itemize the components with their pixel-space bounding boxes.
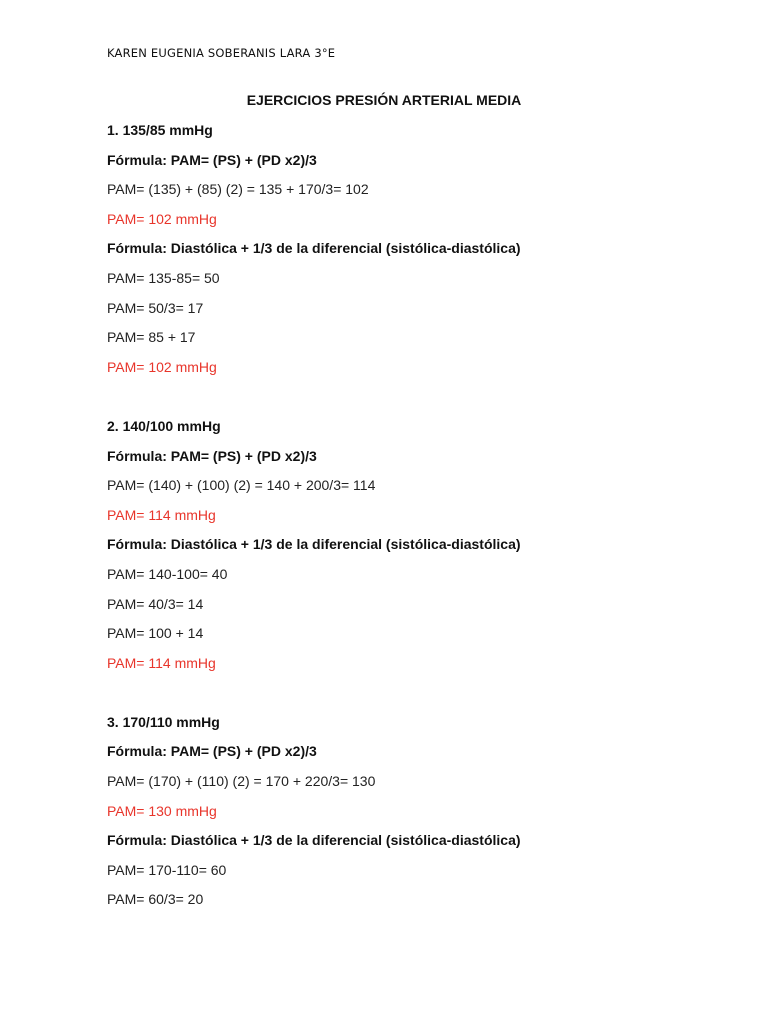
- exercise-2-formula2-step2: PAM= 40/3= 14: [107, 595, 204, 612]
- exercise-3-formula1-result: PAM= 130 mmHg: [107, 802, 217, 819]
- exercise-spacer: [107, 387, 747, 417]
- exercise-spacer: [107, 683, 747, 713]
- exercise-2-formula2-step3: PAM= 100 + 14: [107, 625, 204, 642]
- exercise-3-formula2-label: Fórmula: Diastólica + 1/3 de la diferencial (sistólica-diastólica): [107, 832, 521, 849]
- exercise-1-formula1-result: PAM= 102 mmHg: [107, 210, 217, 227]
- exercise-3-formula1-calc: PAM= (170) + (110) (2) = 170 + 220/3= 130: [107, 773, 376, 790]
- exercise-2-formula1-calc: PAM= (140) + (100) (2) = 140 + 200/3= 114: [107, 477, 376, 494]
- exercise-3-formula2-step2: PAM= 60/3= 20: [107, 891, 204, 908]
- author-name: KAREN EUGENIA SOBERANIS LARA 3°E: [107, 46, 336, 60]
- exercise-3-formula2-step1: PAM= 170-110= 60: [107, 861, 227, 878]
- exercise-3-heading: 3. 170/110 mmHg: [107, 713, 220, 730]
- exercise-1-formula1-calc: PAM= (135) + (85) (2) = 135 + 170/3= 102: [107, 181, 369, 198]
- exercise-2-formula2-label: Fórmula: Diastólica + 1/3 de la diferencial (sistólica-diastólica): [107, 536, 521, 553]
- exercise-2-formula2-result: PAM= 114 mmHg: [107, 654, 216, 671]
- exercise-3-formula1-label: Fórmula: PAM= (PS) + (PD x2)/3: [107, 743, 317, 760]
- exercise-1-formula2-label: Fórmula: Diastólica + 1/3 de la diferencial (sistólica-diastólica): [107, 240, 521, 257]
- exercise-1-formula1-label: Fórmula: PAM= (PS) + (PD x2)/3: [107, 151, 317, 168]
- exercise-2-formula1-result: PAM= 114 mmHg: [107, 506, 216, 523]
- exercise-2-heading: 2. 140/100 mmHg: [107, 417, 221, 434]
- exercise-2-formula2-step1: PAM= 140-100= 40: [107, 565, 228, 582]
- exercise-2-formula1-label: Fórmula: PAM= (PS) + (PD x2)/3: [107, 447, 317, 464]
- document-body: [107, 121, 747, 920]
- exercise-1-heading: 1. 135/85 mmHg: [107, 122, 213, 138]
- exercise-1-formula2-result: PAM= 102 mmHg: [107, 358, 217, 375]
- exercise-1-formula2-step3: PAM= 85 + 17: [107, 329, 196, 346]
- exercise-1-formula2-step1: PAM= 135-85= 50: [107, 269, 220, 286]
- document-title: EJERCICIOS PRESIÓN ARTERIAL MEDIA: [246, 92, 522, 108]
- exercise-1-formula2-step2: PAM= 50/3= 17: [107, 299, 204, 316]
